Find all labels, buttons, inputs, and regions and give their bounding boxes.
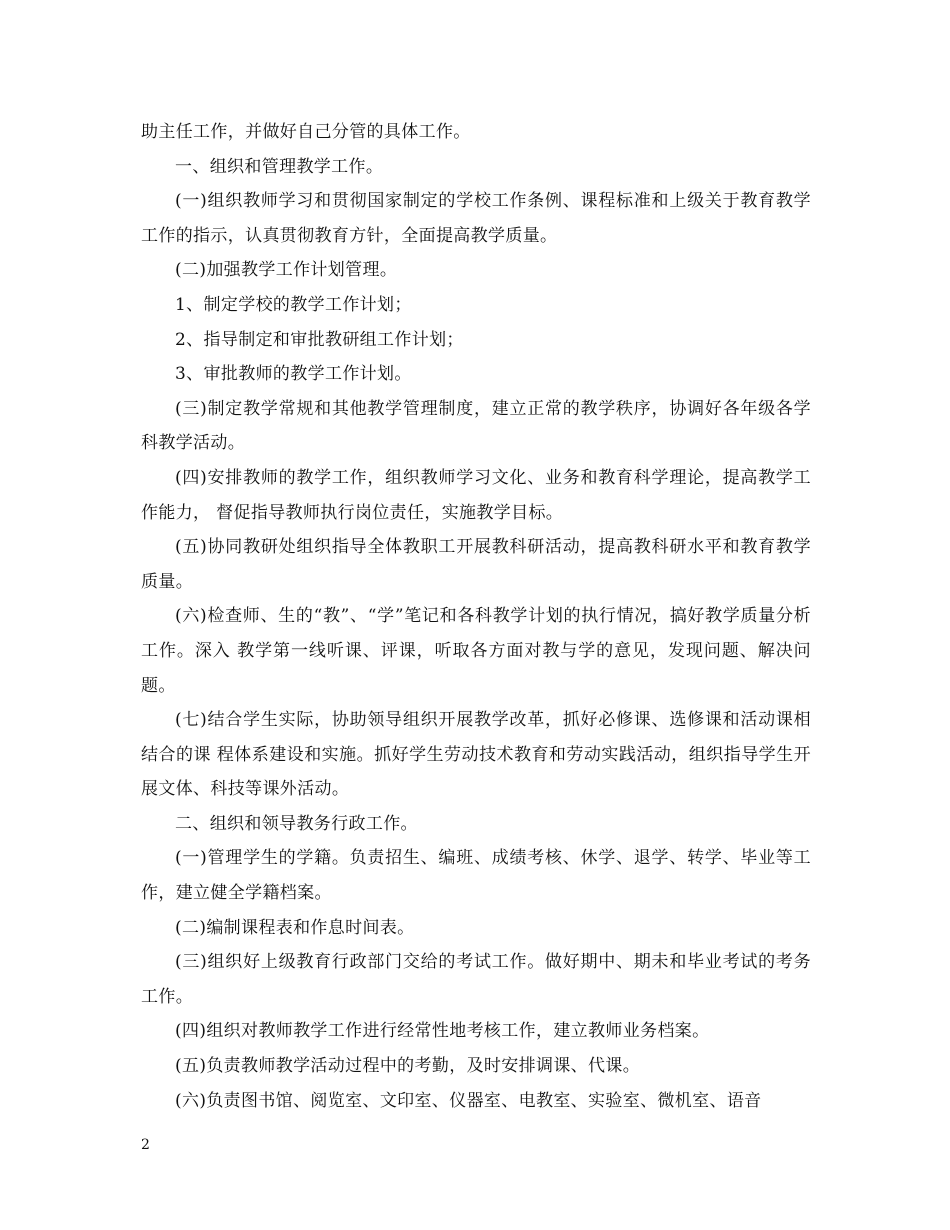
- paragraph: 助主任工作，并做好自己分管的具体工作。: [141, 122, 471, 142]
- paragraph: (四)安排教师的教学工作，组织教师学习文化、业务和教育科学理论，提高教学工作能力， 督促指导教师执行岗位责任，实施教学目标。: [141, 467, 811, 523]
- body-text: [141, 115, 811, 1118]
- paragraph: 3、审批教师的教学工作计划。: [175, 364, 412, 385]
- paragraph: (六)检查师、生的“教”、“学”笔记和各科教学计划的执行情况，搞好教学质量分析工作。深入 教学第一线听课、评课，听取各方面对教与学的意见，发现问题、解决问题。: [141, 606, 811, 696]
- paragraph: (三)制定教学常规和其他教学管理制度，建立正常的教学秩序，协调好各年级各学科教学活动。: [141, 398, 811, 454]
- paragraph: (二)加强教学工作计划管理。: [175, 260, 398, 281]
- paragraph: (三)组织好上级教育行政部门交给的考试工作。做好期中、期未和毕业考试的考务工作。: [141, 952, 811, 1007]
- paragraph: (一)管理学生的学籍。负责招生、编班、成绩考核、休学、退学、转学、毕业等工作，建立健全学籍档案。: [141, 848, 811, 904]
- paragraph: 1、制定学校的教学工作计划；: [175, 294, 412, 315]
- paragraph: (七)结合学生实际，协助领导组织开展教学改革，抓好必修课、选修课和活动课相结合的课 程体系建设和实施。抓好学生劳动技术教育和劳动实践活动，组织指导学生开展文体、科技等课外活动。: [141, 710, 811, 800]
- paragraph: (二)编制课程表和作息时间表。: [175, 917, 415, 938]
- paragraph: 二、组织和领导教务行政工作。: [175, 813, 418, 834]
- paragraph: (四)组织对教师教学工作进行经常性地考核工作，建立教师业务档案。: [175, 1021, 710, 1042]
- paragraph: (一)组织教师学习和贯彻国家制定的学校工作条例、课程标准和上级关于教育教学工作的指示，认真贯彻教育方针，全面提高教学质量。: [141, 191, 811, 246]
- paragraph: (六)负责图书馆、阅览室、文印室、仪器室、电教室、实验室、微机室、语音: [175, 1090, 762, 1111]
- paragraph: (五)协同教研处组织指导全体教职工开展教科研活动，提高教科研水平和教育教学质量。: [141, 537, 811, 592]
- paragraph: 一、组织和管理教学工作。: [175, 156, 384, 177]
- paragraph: (五)负责教师教学活动过程中的考勤，及时安排调课、代课。: [175, 1056, 641, 1077]
- paragraph: 2、指导制定和审批教研组工作计划；: [175, 329, 464, 350]
- page-number: 2: [141, 1137, 150, 1153]
